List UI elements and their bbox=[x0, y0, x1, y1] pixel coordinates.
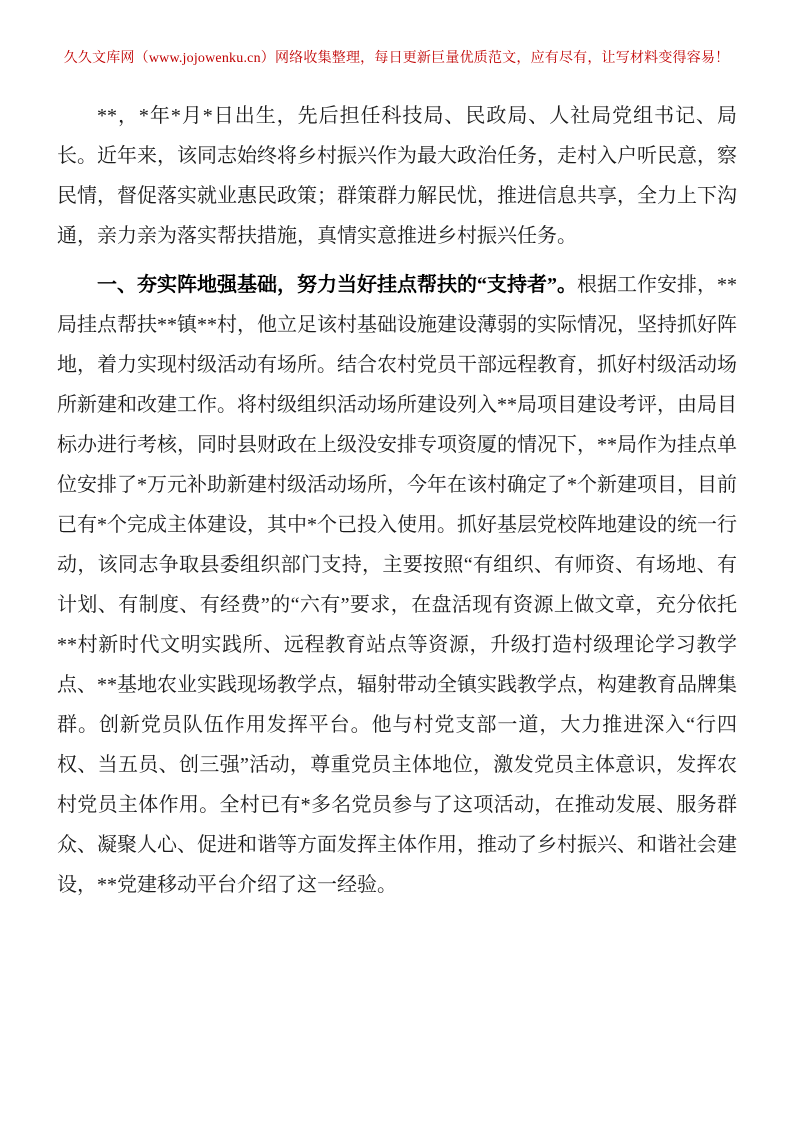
paragraph-run: **，*年*月*日出生，先后担任科技局、民政局、人社局党组书记、局长。近年来，该同志始终将乡村振兴作为最大政治任务，走村入户听民意，察民情，督促落实就业惠民政策；群策群力解民忧，推进信息共享，全力上下沟通，亲力亲为落实帮扶措施，真情实意推进乡村振兴任务。 bbox=[57, 105, 737, 247]
paragraph bbox=[57, 96, 737, 256]
watermark-header: 久久文库网（www.jojowenku.cn）网络收集整理，每日更新巨量优质范文，应有尽有，让写材料变得容易！ bbox=[63, 51, 730, 66]
paragraph-run-bold: 一、夯实阵地强基础，努力当好挂点帮扶的“支持者”。 bbox=[97, 274, 577, 296]
paragraph bbox=[57, 265, 737, 905]
document-body bbox=[57, 96, 737, 905]
paragraph-run: 根据工作安排，**局挂点帮扶**镇**村，他立足该村基础设施建设薄弱的实际情况，坚持抓好阵地，着力实现村级活动有场所。结合农村党员干部远程教育，抓好村级活动场所新建和改建工作。将村级组织活动场所建设列入**局项目建设考评，由局目标办进行考核，同时县财政在上级没安排专项资厦的情况下，**局作为挂点单位安排了*万元补助新建村级活动场所，今年在该村确定了*个新建项目，目前已有*个完成主体建设，其中*个已投入使用。抓好基层党校阵地建设的统一行动，该同志争取县委组织部门支持，主要按照“有组织、有师资、有场地、有计划、有制度、有经费”的“六有”要求，在盘活现有资源上做文章，充分依托**村新时代文明实践所、远程教育站点等资源，升级打造村级理论学习教学点、**基地农业实践现场教学点，辐射带动全镇实践教学点，构建教育品牌集群。创新党员队伍作用发挥平台。他与村党支部一道，大力推进深入“行四权、当五员、创三强”活动，尊重党员主体地位，激发党员主体意识，发挥农村党员主体作用。全村已有*多名党员参与了这项活动，在推动发展、服务群众、凝聚人心、促进和谐等方面发挥主体作用，推动了乡村振兴、和谐社会建设，**党建移动平台介绍了这一经验。 bbox=[57, 274, 737, 896]
